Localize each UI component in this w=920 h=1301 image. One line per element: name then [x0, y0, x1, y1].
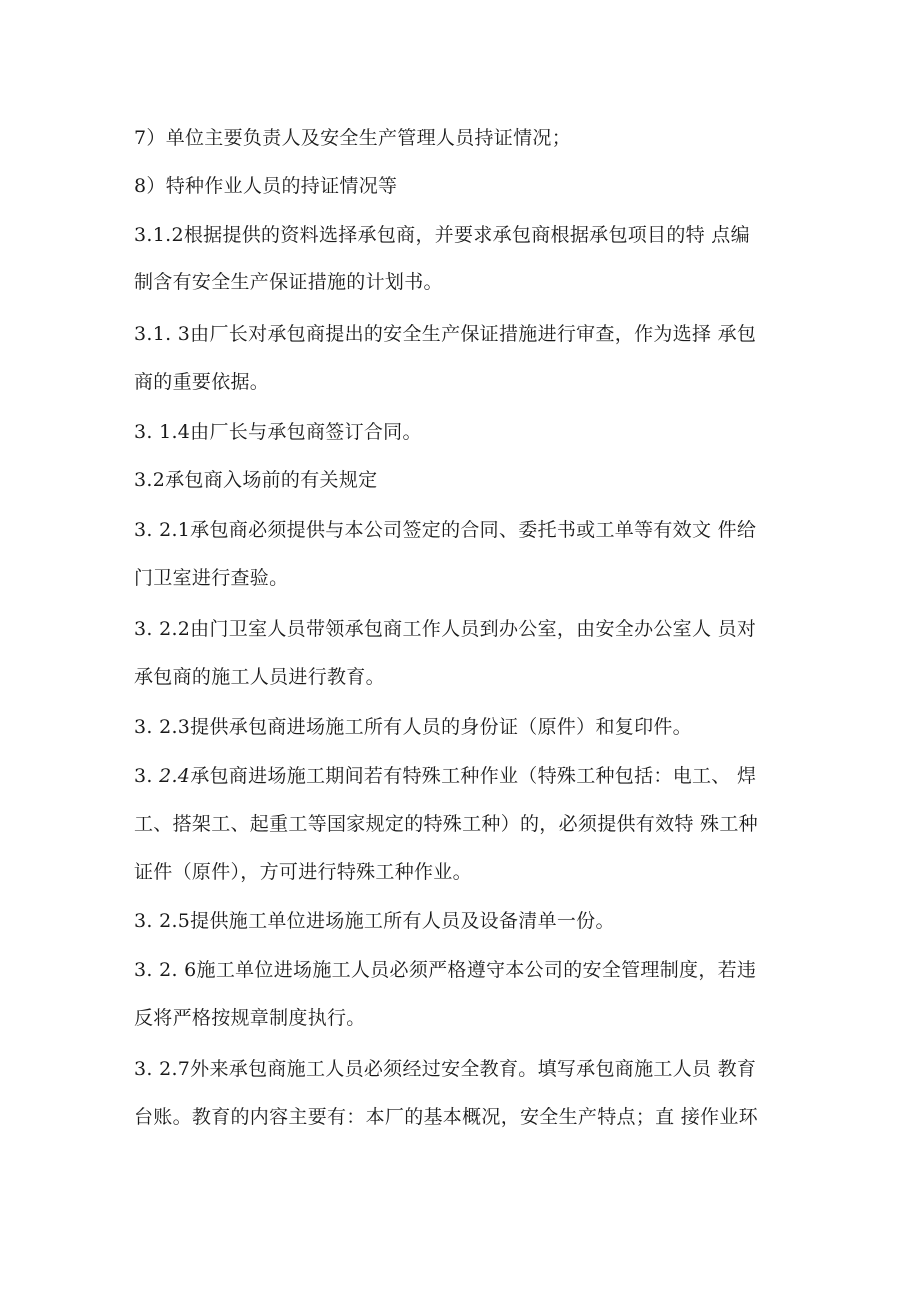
clause-3-2-2-line-2: 承包商的施工人员进行教育。	[134, 666, 385, 688]
list-item-8: 8）特种作业人员的持证情况等	[134, 175, 398, 197]
clause-3-1-2-line-2: 制含有安全生产保证措施的计划书。	[134, 271, 443, 293]
section-3-2-heading: 3.2承包商入场前的有关规定	[134, 469, 378, 491]
clause-3-2-2-line-1: 3. 2.2由门卫室人员带领承包商工作人员到办公室，由安全办公室人 员对	[134, 618, 757, 640]
list-item-7: 7）单位主要负责人及安全生产管理人员持证情况；	[134, 127, 571, 149]
clause-3-2-4-line-1: 3. 2.4承包商进场施工期间若有特殊工种作业（特殊工种包括：电工、 焊	[134, 765, 757, 787]
clause-3-1-3-line-2: 商的重要依据。	[134, 371, 270, 393]
clause-3-2-7-line-2: 台账。教育的内容主要有：本厂的基本概况，安全生产特点；直 接作业环	[134, 1106, 758, 1128]
clause-3-2-4-line-3: 证件（原件），方可进行特殊工种作业。	[134, 861, 472, 883]
clause-3-2-3: 3. 2.3提供承包商进场施工所有人员的身份证（原件）和复印件。	[134, 716, 692, 738]
clause-3-2-6-line-2: 反将严格按规章制度执行。	[134, 1007, 366, 1029]
clause-3-2-6-line-1: 3. 2. 6施工单位进场施工人员必须严格遵守本公司的安全管理制度，若违	[134, 959, 757, 981]
clause-3-1-4: 3. 1.4由厂长与承包商签订合同。	[134, 421, 422, 443]
clause-3-2-5: 3. 2.5提供施工单位进场施工所有人员及设备清单一份。	[134, 910, 615, 932]
clause-3-2-4-line-2: 工、搭架工、起重工等国家规定的特殊工种）的，必须提供有效特 殊工种	[134, 813, 758, 835]
clause-3-2-7-line-1: 3. 2.7外来承包商施工人员必须经过安全教育。填写承包商施工人员 教育	[134, 1058, 757, 1080]
clause-3-1-3-line-1: 3.1. 3由厂长对承包商提出的安全生产保证措施进行审查，作为选择 承包	[134, 323, 757, 345]
clause-3-2-1-line-1: 3. 2.1承包商必须提供与本公司签定的合同、委托书或工单等有效文 件给	[134, 519, 757, 541]
clause-3-1-2-line-1: 3.1.2根据提供的资料选择承包商，并要求承包商根据承包项目的特 点编	[134, 224, 750, 246]
clause-number-italic: 2.4	[159, 765, 191, 787]
clause-3-2-1-line-2: 门卫室进行查验。	[134, 567, 289, 589]
